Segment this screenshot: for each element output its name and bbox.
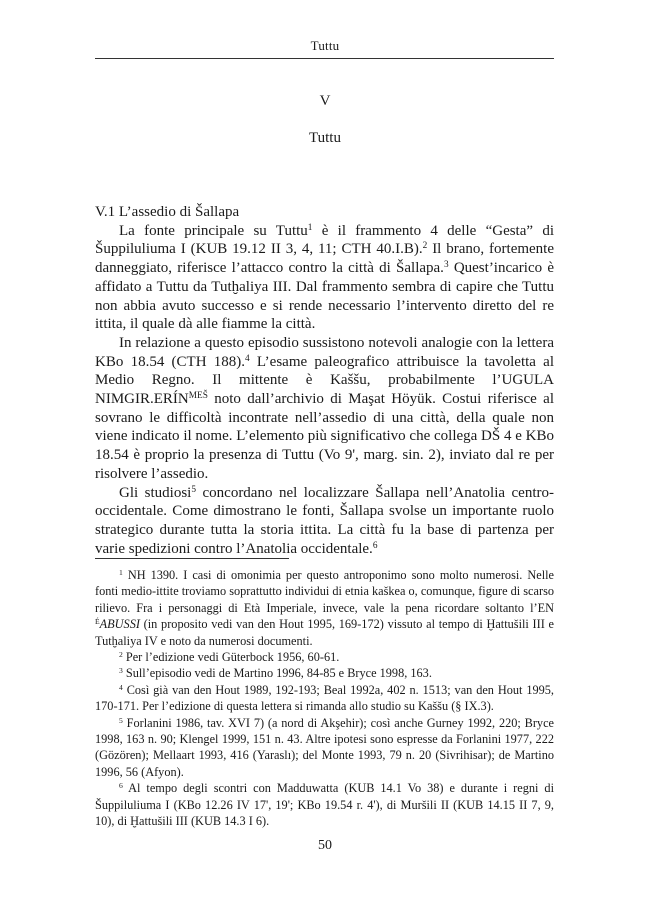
footnote: $^3$ Sull’episodio vedi de Martino 1996, 84-85 e Bryce 1998, 163. [119,666,432,681]
page-number: 50 [318,838,332,853]
superscript: 1 [307,222,313,233]
superscript: É [95,617,100,627]
running-head: Tuttu [310,38,340,53]
paragraph: La fonte principale su Tuttu$^1$ è il frammento 4 delle “Gesta” di Šuppiluliuma I (KUB 19.12 II 3, 4, 11; CTH 40.I.B).$^2$ Il brano, fortemente danneggiato, riferisce l’attacco contro la città di Šallapa.$^3$ Quest’incarico è affidato a Tuttu da Tutḫaliya III. Dal frammento sembra di capire che Tuttu non abbia avuto successo e si rende necessario l’intervento diretto del re ittita, il quale dà alle fiamme la città. [95,222,555,333]
section-heading: V.1 L’assedio di Šallapa [95,204,240,220]
superscript: 1 [119,567,123,577]
footnotes [95,567,554,830]
superscript: 2 [119,649,123,659]
footnote: $^6$ Al tempo degli scontri con Madduwatta (KUB 14.1 Vo 38) e durante i regni di Šuppiluliuma I (KBo 12.26 IV 17', 19'; KBo 19.54 r. 4'), di Muršili II (KUB 14.15 II 7, 9, 10), di Ḫattušili III (KUB 14.3 I 6). [95,781,554,829]
superscript: MEŠ [188,390,208,401]
footnote-rule [95,558,289,559]
paragraph: In relazione a questo episodio sussistono notevoli analogie con la lettera KBo 18.54 (CTH 188).$^4$ L’esame paleografico attribuisce la tavoletta al Medio Regno. Il mittente è Kaššu, probabilmente l’UGULA $NIMGIR.ERÍN^{MEŠ}$ noto dall’archivio di Maşat Höyük. Costui riferisce al sovrano le difficoltà incontrate nell’assedio di una città, della quale non viene indicato il nome. L’elemento più significativo che collega DŠ 4 e KBo 18.54 è proprio la presenza di Tuttu (Vo 9', marg. sin. 2), inviato dal re per risolvere l’assedio. [95,334,555,482]
superscript: 5 [119,715,123,725]
header-rule [95,58,554,59]
chapter-number: V [319,93,331,109]
footnote: $^5$ Forlanini 1986, tav. XVI 7) (a nord di Akşehir); così anche Gurney 1992, 220; Bryce 1998, 163 n. 90; Klengel 1999, 151 n. 43. Altre ipotesi sono espresse da Forlanini 1977, 222 (Gözören); Mellaart 1993, 416 (Yaraslı); del Monte 1993, 79 n. 20 (Sivrihisar); de Martino 1996, 56 (Afyon). [95,715,554,779]
superscript: 2 [422,241,428,252]
superscript: 3 [443,260,449,270]
paragraph: Gli studiosi$^5$ concordano nel localizzare Šallapa nell’Anatolia centro-occidentale. Come dimostrano le fonti, Šallapa svolse un importante ruolo strategico durante tutta la storia ittita. La città fu la base di partenza per varie spedizioni contro l’Anatolia occidentale.$^6$ [95,484,554,557]
footnote: $^2$ Per l’edizione vedi Güterbock 1956, 60-61. [119,649,340,665]
superscript: 6 [119,781,123,791]
superscript: 5 [191,484,196,495]
body-text [95,203,554,558]
italic-text: ABUSSI [99,617,140,632]
superscript: 4 [119,682,123,692]
superscript: 6 [372,540,378,551]
chapter-title: Tuttu [309,130,341,146]
superscript: 3 [119,666,123,676]
footnote: $^4$ Così già van den Hout 1989, 192-193; Beal 1992a, 402 n. 1513; van den Hout 1995, 170-171. Per l’edizione di questa lettera si rimanda allo studio su Kaššu (§ IX.3). [95,682,554,714]
footnote: $^1$ NH 1390. I casi di omonimia per questo antroponimo sono molto numerosi. Nelle fonti medio-ittite troviamo soprattutto individui di etnia kaškea o, comunque, figure di scarso rilievo. Fra i personaggi di Età Imperiale, invece, vale la pena ricordare soltanto l’EN $^É$ABUSSI (in proposito vedi van den Hout 1995, 169-172) vissuto al tempo di Ḫattušili III e Tutḫaliya IV e noto da numerosi documenti. [95,567,554,648]
superscript: 4 [245,353,250,364]
